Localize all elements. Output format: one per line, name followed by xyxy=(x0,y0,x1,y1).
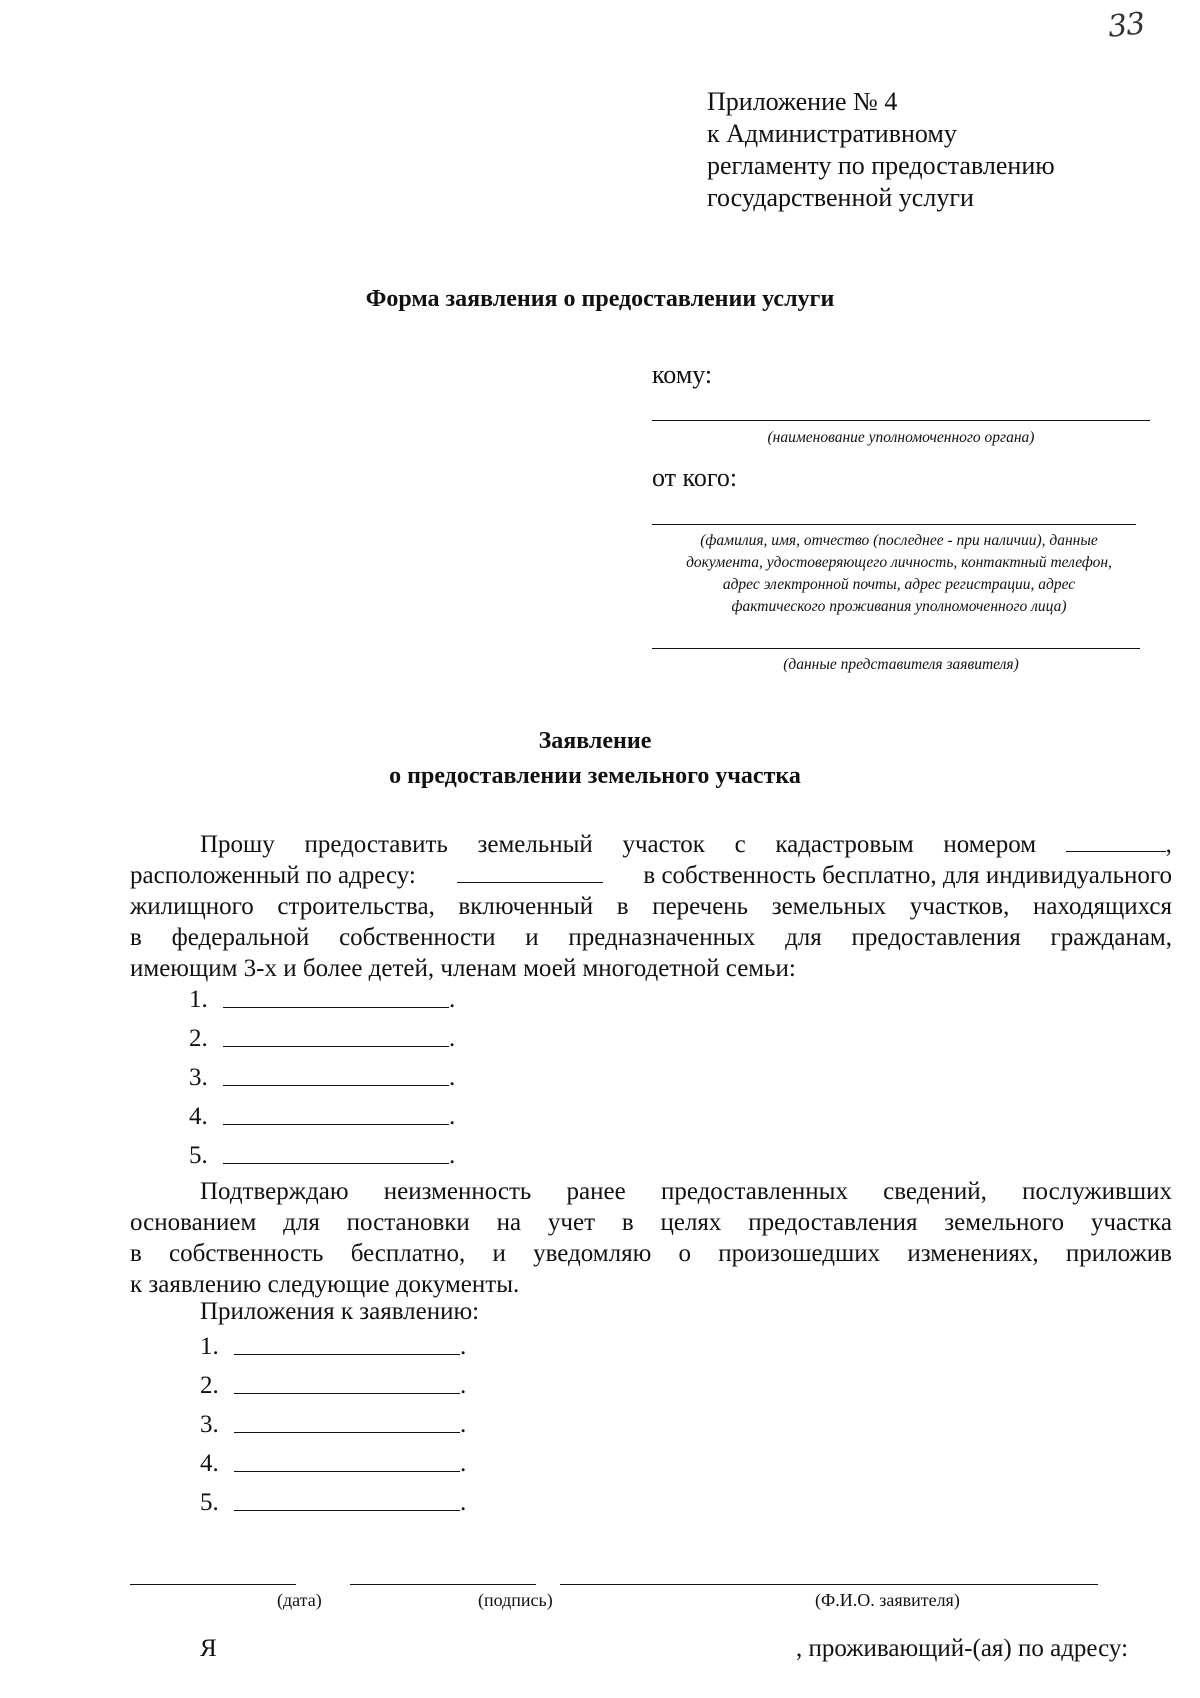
family-member-field[interactable] xyxy=(223,981,449,1008)
from-caption: (фамилия, имя, отчество (последнее - при наличии), данные документа, удостоверяющего личность, контактный телефон, адрес электронной почты, адрес регистрации, адрес фактического проживания уполномоченного лица) xyxy=(686,532,1112,615)
attachment-field[interactable] xyxy=(234,1328,460,1355)
paragraph-line: имеющим 3-х и более детей, членам моей многодетной семьи: xyxy=(130,955,796,982)
attachment-field[interactable] xyxy=(234,1367,460,1394)
representative-caption: (данные представителя заявителя) xyxy=(783,656,1019,673)
signature-field-line[interactable] xyxy=(350,1584,536,1585)
consent-address-text: , проживающий-(ая) по адресу: xyxy=(796,1635,1129,1662)
consent-start-text: Я xyxy=(200,1635,217,1662)
paragraph-line: жилищного строительства, включенный в перечень земельных участков, находящихся xyxy=(130,893,1172,920)
list-item: 4. . xyxy=(200,1439,466,1478)
representative-field-line[interactable] xyxy=(652,648,1140,649)
application-heading: Заявление xyxy=(538,728,652,754)
paragraph-line: основанием для постановки на учет в целях предоставления земельного участка xyxy=(130,1209,1172,1236)
appendix-header xyxy=(707,86,1055,214)
form-title: Форма заявления о предоставлении услуги xyxy=(365,286,835,312)
applicant-name-field-line[interactable] xyxy=(560,1584,1098,1585)
list-item: 2. . xyxy=(189,1014,455,1053)
list-item: 3. . xyxy=(200,1400,466,1439)
paragraph-line: Подтверждаю неизменность ранее предоставленных сведений, послуживших xyxy=(200,1178,1172,1205)
date-field-line[interactable] xyxy=(130,1584,296,1585)
family-member-field[interactable] xyxy=(223,1098,449,1125)
from-field-line[interactable] xyxy=(652,524,1136,525)
family-member-field[interactable] xyxy=(223,1020,449,1047)
appendix-line: регламенту по предоставлению xyxy=(707,151,1055,180)
date-caption: (дата) xyxy=(277,1590,322,1610)
appendix-line: к Административному xyxy=(707,119,957,148)
list-item: 3. . xyxy=(189,1053,455,1092)
to-caption: (наименование уполномоченного органа) xyxy=(767,429,1035,446)
appendix-line: государственной услуги xyxy=(707,183,974,212)
from-label: от кого: xyxy=(652,463,738,492)
attachment-field[interactable] xyxy=(234,1445,460,1472)
list-item: 2. . xyxy=(200,1361,466,1400)
address-field[interactable] xyxy=(457,860,603,883)
attachment-field[interactable] xyxy=(234,1484,460,1511)
attachment-field[interactable] xyxy=(234,1406,460,1433)
cadastral-number-field[interactable] xyxy=(1066,829,1166,852)
family-member-field[interactable] xyxy=(223,1137,449,1164)
paragraph-line: расположенный по адресу: в собственность бесплатно, для индивидуального xyxy=(130,862,1172,889)
paragraph-line: в собственность бесплатно, и уведомляю о произошедших изменениях, приложив xyxy=(130,1240,1172,1267)
applicant-name-caption: (Ф.И.О. заявителя) xyxy=(815,1590,960,1610)
list-item: 1. . xyxy=(200,1322,466,1361)
family-member-field[interactable] xyxy=(223,1059,449,1086)
application-subheading: о предоставлении земельного участка xyxy=(389,763,801,789)
list-item: 1. . xyxy=(189,975,455,1014)
list-item: 4. . xyxy=(189,1092,455,1131)
list-item: 5. . xyxy=(189,1131,455,1170)
confirmation-paragraph xyxy=(130,1176,1172,1300)
page-number: 33 xyxy=(1106,6,1146,45)
attachments-list xyxy=(200,1322,466,1517)
appendix-line: Приложение № 4 xyxy=(707,87,898,116)
paragraph-line: к заявлению следующие документы. xyxy=(130,1271,520,1298)
signature-caption: (подпись) xyxy=(478,1590,553,1610)
paragraph-line: Прошу предоставить земельный участок с кадастровым номером , xyxy=(200,831,1172,858)
list-item: 5. . xyxy=(200,1478,466,1517)
to-label: кому: xyxy=(652,360,713,389)
attachments-label: Приложения к заявлению: xyxy=(200,1298,480,1325)
family-members-list xyxy=(189,975,455,1170)
paragraph-line: в федеральной собственности и предназначенных для предоставления гражданам, xyxy=(130,924,1172,951)
to-field-line[interactable] xyxy=(652,420,1150,421)
request-paragraph xyxy=(130,829,1172,984)
